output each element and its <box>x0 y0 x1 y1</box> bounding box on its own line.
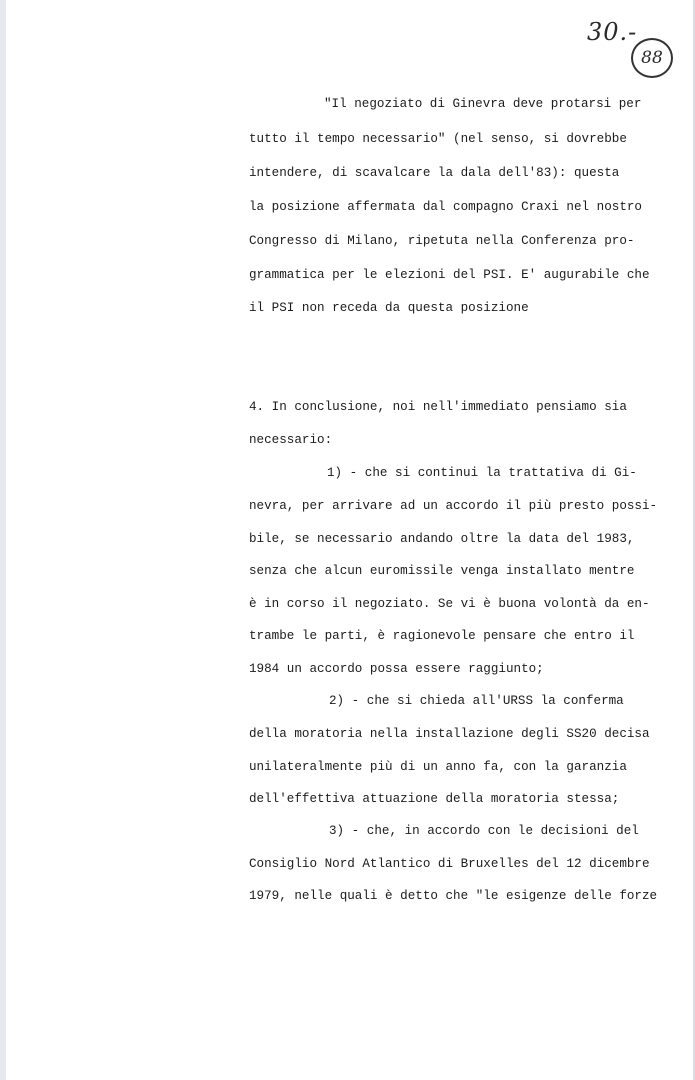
text-line: 4. In conclusione, noi nell'immediato pensiamo sia <box>249 400 627 414</box>
text-line: Congresso di Milano, ripetuta nella Conferenza pro- <box>249 234 635 248</box>
text-line: bile, se necessario andando oltre la data del 1983, <box>249 532 635 546</box>
text-line: trambe le parti, è ragionevole pensare che entro il <box>249 629 635 643</box>
text-line: il PSI non receda da questa posizione <box>249 301 529 315</box>
circled-page-stamp <box>631 38 673 78</box>
text-line: 1979, nelle quali è detto che "le esigenze delle forze <box>249 889 658 903</box>
circled-stamp-number: 88 <box>641 48 663 68</box>
text-line: 2) - che si chieda all'URSS la conferma <box>329 694 624 708</box>
text-line: 1) - che si continui la trattativa di Gi- <box>327 466 637 480</box>
text-line: intendere, di scavalcare la dala dell'83): questa <box>249 166 620 180</box>
text-line: 1984 un accordo possa essere raggiunto; <box>249 662 544 676</box>
text-line: la posizione affermata dal compagno Craxi nel nostro <box>249 200 642 214</box>
text-line: 3) - che, in accordo con le decisioni del <box>329 824 639 838</box>
text-line: necessario: <box>249 433 333 447</box>
text-line: senza che alcun euromissile venga installato mentre <box>249 564 635 578</box>
text-line: grammatica per le elezioni del PSI. E' augurabile che <box>249 268 650 282</box>
text-line: "Il negoziato di Ginevra deve protarsi per <box>324 97 642 111</box>
text-line: è in corso il negoziato. Se vi è buona volontà da en- <box>249 597 650 611</box>
text-line: nevra, per arrivare ad un accordo il più presto possi- <box>249 499 658 513</box>
text-line: dell'effettiva attuazione della moratoria stessa; <box>249 792 620 806</box>
text-line: tutto il tempo necessario" (nel senso, si dovrebbe <box>249 132 627 146</box>
text-line: Consiglio Nord Atlantico di Bruxelles del 12 dicembre <box>249 857 650 871</box>
text-line: della moratoria nella installazione degli SS20 decisa <box>249 727 650 741</box>
handwritten-page-number: 30.- <box>587 18 638 46</box>
text-line: unilateralmente più di un anno fa, con la garanzia <box>249 760 627 774</box>
